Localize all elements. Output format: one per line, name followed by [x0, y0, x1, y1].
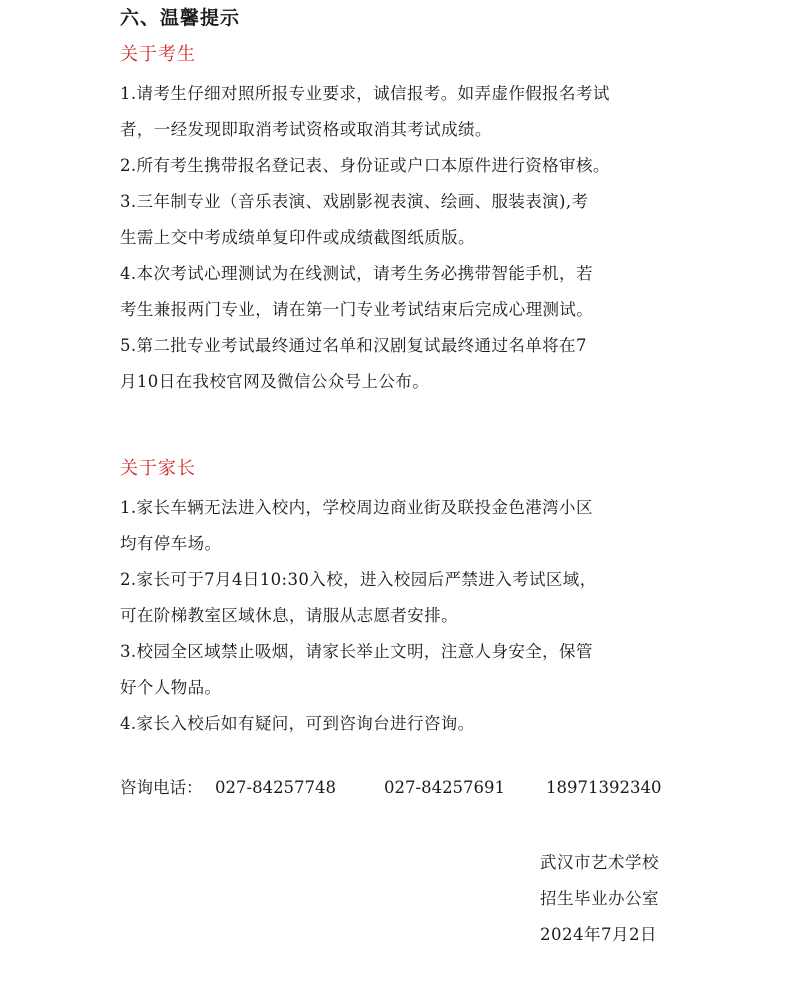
phone-1: 027-84257748: [215, 778, 337, 797]
students-line-8: 5.第二批专业考试最终通过名单和汉剧复试最终通过名单将在7: [120, 336, 587, 355]
students-line-1: 1.请考生仔细对照所报专业要求，诚信报考。如弄虚作假报名考试: [120, 84, 610, 103]
parents-line-1: 1.家长车辆无法进入校内，学校周边商业街及联投金色港湾小区: [120, 498, 593, 517]
parents-line-3: 2.家长可于7月4日10:30入校，进入校园后严禁进入考试区域，: [120, 570, 597, 589]
parents-line-7: 4.家长入校后如有疑问，可到咨询台进行咨询。: [120, 714, 475, 733]
phone-3: 18971392340: [546, 778, 662, 797]
students-line-9: 月10日在我校官网及微信公众号上公布。: [120, 372, 430, 391]
parents-line-4: 可在阶梯教室区域休息，请服从志愿者安排。: [120, 606, 458, 625]
signature-office: 招生毕业办公室: [540, 889, 659, 908]
parents-line-6: 好个人物品。: [120, 678, 222, 697]
students-line-5: 生需上交中考成绩单复印件或成绩截图纸质版。: [120, 228, 475, 247]
parents-line-2: 均有停车场。: [120, 534, 222, 553]
parents-section-title: 关于家长: [120, 458, 196, 479]
students-line-2: 者，一经发现即取消考试资格或取消其考试成绩。: [120, 120, 492, 139]
phone-2: 027-84257691: [384, 778, 506, 797]
signature-date: 2024年7月2日: [540, 925, 657, 944]
section-heading: 六、温馨提示: [120, 7, 241, 29]
students-line-4: 3.三年制专业（音乐表演、戏剧影视表演、绘画、服装表演),考: [120, 192, 589, 211]
students-line-7: 考生兼报两门专业，请在第一门专业考试结束后完成心理测试。: [120, 300, 594, 319]
students-line-6: 4.本次考试心理测试为在线测试，请考生务必携带智能手机，若: [120, 264, 593, 283]
contact-label: 咨询电话：: [120, 778, 203, 797]
students-section-title: 关于考生: [120, 44, 196, 65]
parents-line-5: 3.校园全区域禁止吸烟，请家长举止文明，注意人身安全，保管: [120, 642, 593, 661]
signature-school: 武汉市艺术学校: [540, 853, 659, 872]
students-line-3: 2.所有考生携带报名登记表、身份证或户口本原件进行资格审核。: [120, 156, 610, 175]
